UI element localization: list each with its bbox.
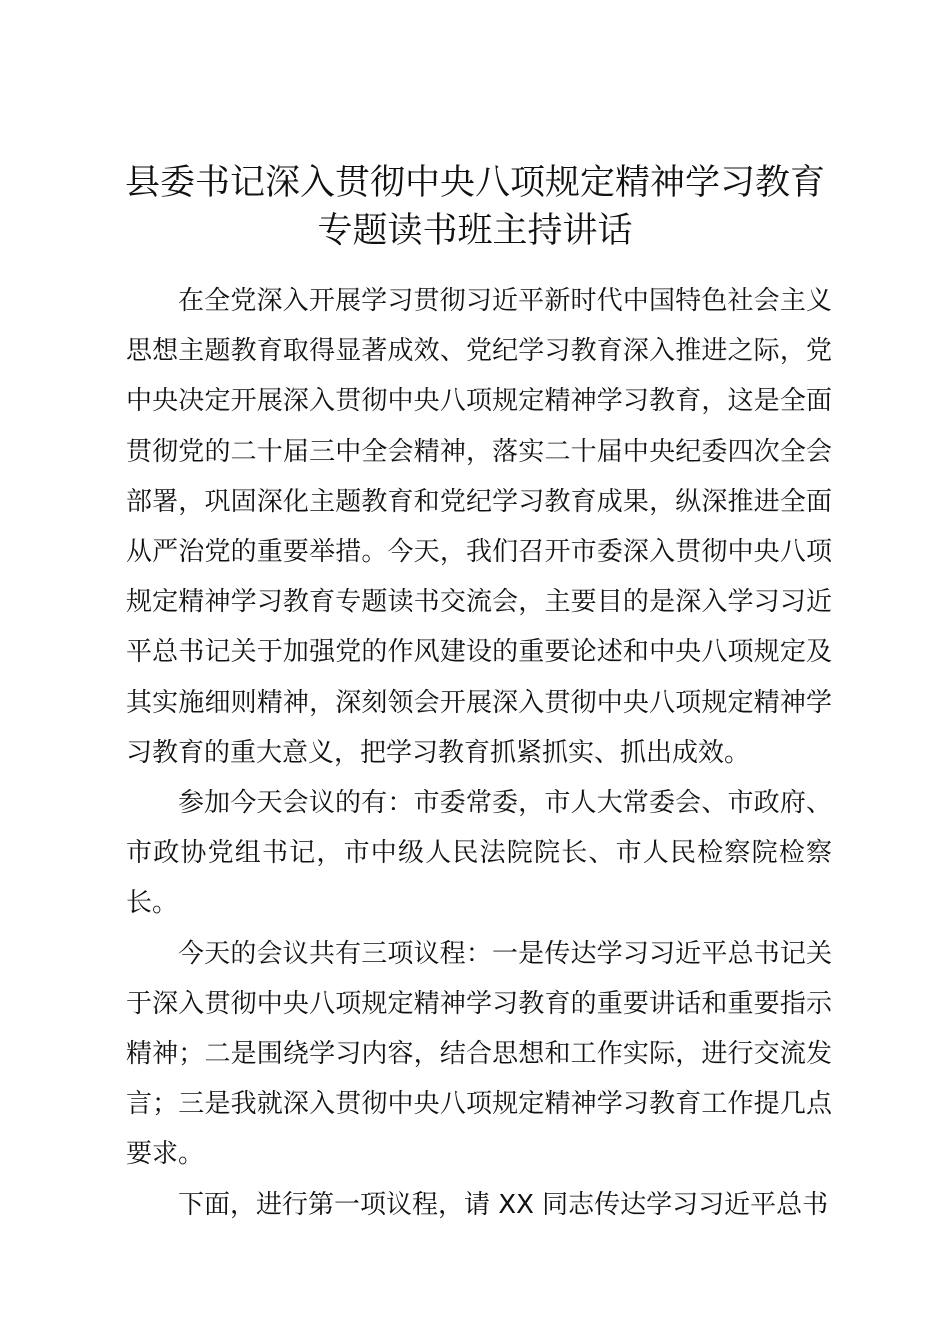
- paragraph-attendees: 参加今天会议的有：市委常委，市人大常委会、市政府、市政协党组书记，市中级人民法院院长、市人民检察院检察长。: [126, 788, 832, 919]
- paragraph-first-item: 下面，进行第一项议程，请 XX 同志传达学习习近平总书: [178, 1189, 829, 1220]
- paragraph-agenda: 今天的会议共有三项议程：一是传达学习习近平总书记关于深入贯彻中央八项规定精神学习教育的重要讲话和重要指示精神；二是围绕学习内容，结合思想和工作实际，进行交流发言；三是我就深入贯彻中央八项规定精神学习教育工作提几点要求。: [126, 938, 832, 1170]
- document-title-line1: 县委书记深入贯彻中央八项规定精神学习教育: [124, 163, 825, 203]
- paragraph-opening: 在全党深入开展学习贯彻习近平新时代中国特色社会主义思想主题教育取得显著成效、党纪学习教育深入推进之际，党中央决定开展深入贯彻中央八项规定精神学习教育，这是全面贯彻党的二十届三中全会精神，落实二十届中央纪委四次全会部署，巩固深化主题教育和党纪学习教育成果，纵深推进全面从严治党的重要举措。今天，我们召开市委深入贯彻中央八项规定精神学习教育专题读书交流会，主要目的是深入学习习近平总书记关于加强党的作风建设的重要论述和中央八项规定及其实施细则精神，深刻领会开展深入贯彻中央八项规定精神学习教育的重大意义，把学习教育抓紧抓实、抓出成效。: [126, 286, 832, 768]
- document-body: [126, 276, 832, 1230]
- document-title-line2: 专题读书班主持讲话: [317, 211, 633, 251]
